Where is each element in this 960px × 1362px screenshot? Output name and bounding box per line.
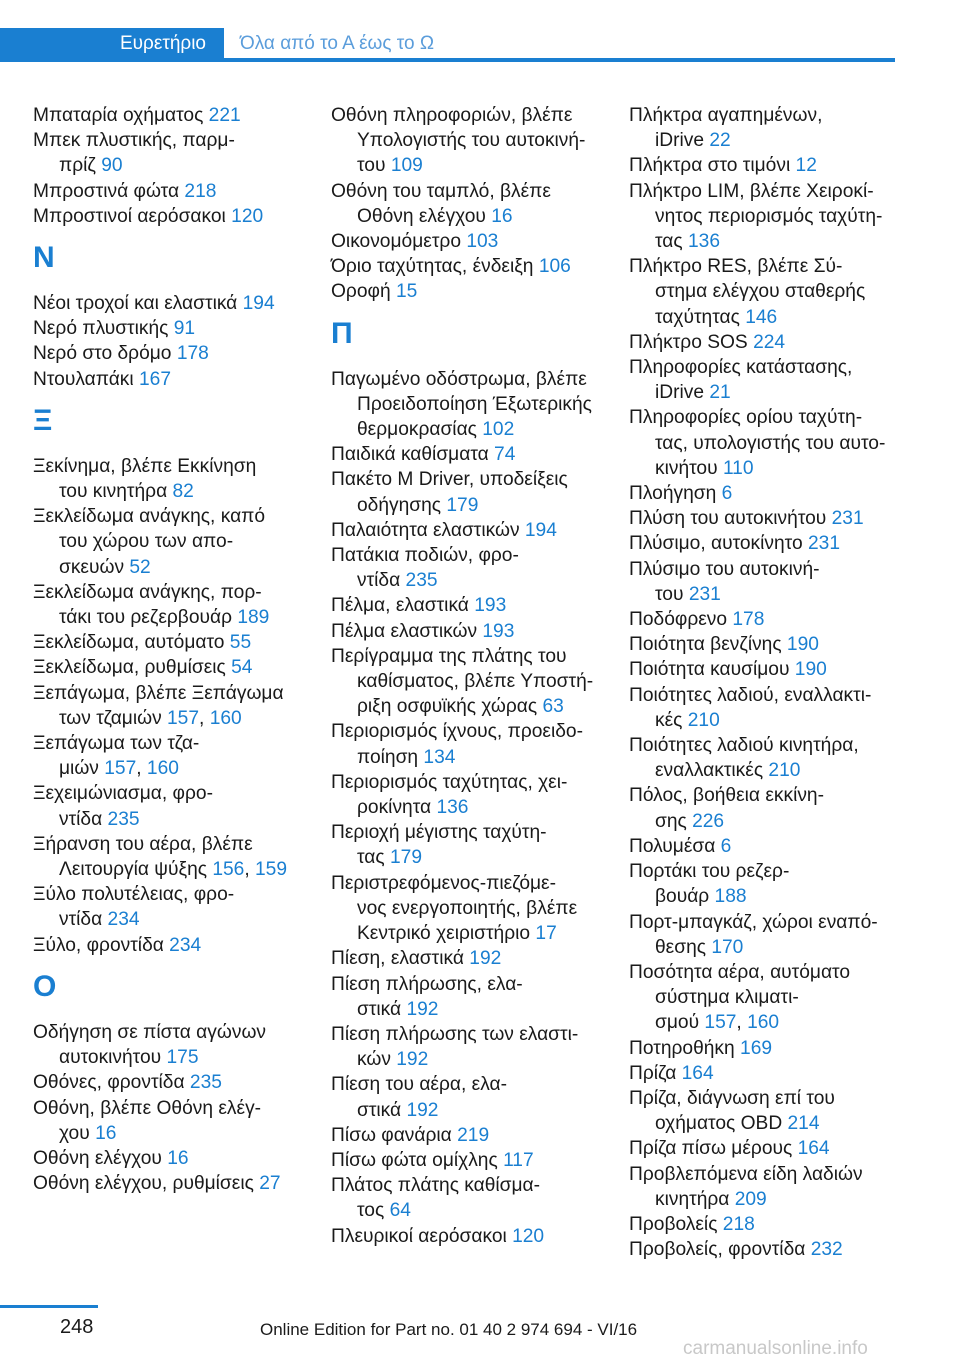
entry-text: Ξεκλείδωμα, αυτόματο: [33, 632, 230, 654]
page-link[interactable]: 192: [396, 1049, 429, 1071]
page-link[interactable]: 209: [734, 1188, 767, 1210]
entry-text: ποίηση: [357, 746, 424, 768]
page-link[interactable]: 63: [542, 696, 564, 718]
index-entry: [629, 254, 909, 330]
page-link[interactable]: 214: [787, 1113, 820, 1135]
page-link[interactable]: 218: [184, 180, 217, 202]
page-link[interactable]: 193: [474, 595, 507, 617]
page-link[interactable]: 170: [711, 936, 744, 958]
entry-text: Πλύσιμο, αυτοκίνητο: [629, 533, 808, 555]
page-link[interactable]: 194: [524, 519, 557, 541]
index-entry: [629, 910, 909, 960]
page-link[interactable]: 82: [172, 481, 194, 503]
entry-text: Προβολείς: [629, 1213, 723, 1235]
index-entry: [33, 630, 303, 655]
entry-text: Μπεκ πλυστικής, παρμ‐: [33, 130, 235, 152]
index-entry: [331, 644, 606, 720]
index-entry: [629, 834, 909, 859]
page-link[interactable]: 120: [231, 205, 264, 227]
index-entry: [629, 1136, 909, 1161]
page-link[interactable]: 16: [95, 1122, 117, 1144]
entry-text: Οικονομόμετρο: [331, 231, 467, 253]
index-entry: [629, 179, 909, 255]
page-link[interactable]: 157: [104, 758, 137, 780]
page-link[interactable]: 192: [406, 1099, 439, 1121]
entry-text: καθίσματος, βλέπε Υποστή‐: [357, 671, 594, 693]
entry-text: Ξεχειμώνιασμα, φρο‐: [33, 783, 213, 805]
entry-text: Ποδόφρενο: [629, 609, 733, 631]
entry-text: Περιορισμός ίχνους, προειδο‐: [331, 721, 583, 743]
entry-text: Πίεση πλήρωσης των ελαστι‐: [331, 1023, 579, 1045]
index-entry: [629, 153, 909, 178]
entry-text: Ξεκλείδωμα ανάγκης, καπό: [33, 506, 266, 528]
entry-text: χου: [59, 1122, 96, 1144]
entry-text: στικά: [357, 1099, 407, 1121]
index-entry: [629, 355, 909, 405]
entry-text: Όριο ταχύτητας, ένδειξη: [331, 256, 539, 278]
entry-text: Ξεκλείδωμα ανάγκης, πορ‐: [33, 581, 262, 603]
entry-text: Οθόνη ελέγχου, ρυθμίσεις: [33, 1173, 260, 1195]
entry-text: Οθόνη ελέγχου: [357, 205, 492, 227]
index-entry: [33, 781, 303, 831]
page-link[interactable]: 190: [786, 634, 819, 656]
index-letter-heading: Ν: [33, 241, 55, 275]
entry-text: Μπροστινοί αερόσακοι: [33, 205, 232, 227]
page-link[interactable]: 52: [129, 556, 151, 578]
index-entry: [629, 1086, 909, 1136]
page-link[interactable]: 210: [768, 760, 801, 782]
index-entry: [33, 341, 303, 366]
entry-text: Πέλμα ελαστικών: [331, 620, 483, 642]
index-entry: [629, 783, 909, 833]
entry-text: Προβολείς, φροντίδα: [629, 1239, 811, 1261]
index-entry: [331, 871, 606, 947]
index-entry: [331, 593, 606, 618]
index-entry: [33, 882, 303, 932]
entry-text: Πακέτο M Driver, υποδείξεις: [331, 469, 568, 491]
entry-text: του χώρου των απο‐: [59, 531, 234, 553]
entry-text: Παγωμένο οδόστρωμα, βλέπε: [331, 368, 587, 390]
entry-text: Οθόνη ελέγχου: [33, 1147, 168, 1169]
page-link[interactable]: 16: [491, 205, 513, 227]
index-entry: [33, 933, 303, 958]
index-entry: [33, 128, 303, 178]
entry-text: Υπολογιστής του αυτοκινή‐: [357, 130, 586, 152]
page-link[interactable]: 102: [482, 419, 515, 441]
page-link[interactable]: 74: [494, 444, 516, 466]
page-link[interactable]: 226: [692, 810, 725, 832]
entry-text: Πληροφορίες κατάστασης,: [629, 357, 853, 379]
entry-text: Οθόνη, βλέπε Οθόνη ελέγ‐: [33, 1097, 262, 1119]
entry-text: μιών: [59, 758, 105, 780]
page-link[interactable]: 91: [173, 318, 196, 340]
page-link[interactable]: 54: [231, 657, 253, 679]
index-column-2: [331, 103, 606, 1249]
entry-text: Ξεπάγωμα, βλέπε Ξεπάγωμα: [33, 682, 284, 704]
index-entry: [331, 1173, 606, 1223]
entry-text: Πίεση, ελαστικά: [331, 948, 470, 970]
page-link[interactable]: 160: [747, 1012, 780, 1034]
entry-text: Περιστρεφόμενος-πιεζόμε‐: [331, 872, 557, 894]
index-entry: [33, 367, 303, 392]
page-link[interactable]: 17: [535, 923, 557, 945]
page-link[interactable]: 134: [423, 746, 456, 768]
index-entry: [629, 531, 909, 556]
page-link[interactable]: 167: [138, 368, 171, 390]
page-link[interactable]: 6: [720, 835, 732, 857]
entry-text: Πατάκια ποδιών, φρο‐: [331, 545, 519, 567]
index-entry: [629, 1162, 909, 1212]
entry-text: στημα ελέγχου σταθερής: [655, 281, 866, 303]
page-link[interactable]: 160: [209, 707, 242, 729]
page-link[interactable]: 234: [107, 909, 140, 931]
page-link[interactable]: 194: [242, 293, 275, 315]
page-link[interactable]: 110: [722, 457, 754, 479]
index-entry: [629, 506, 909, 531]
entry-text: Οθόνη πληροφοριών, βλέπε: [331, 105, 573, 126]
entry-text: Περίγραμμα της πλάτης του: [331, 645, 567, 667]
index-entry: [331, 442, 606, 467]
entry-text: Πλήκτρο RES, βλέπε Σύ‐: [629, 256, 843, 278]
entry-text: Πορτ-μπαγκάζ, χώροι εναπό‐: [629, 911, 878, 933]
entry-text: κινήτου: [655, 457, 723, 479]
index-entry: [33, 1020, 303, 1070]
index-column-3: [629, 103, 909, 1262]
index-entry: [331, 467, 606, 517]
entry-text: Οδήγηση σε πίστα αγώνων: [33, 1021, 267, 1043]
entry-text: τας: [655, 231, 688, 253]
page-link[interactable]: 6: [721, 483, 733, 505]
entry-text: Ποιότητες λαδιού, εναλλακτι‐: [629, 684, 872, 706]
index-entry: [331, 229, 606, 254]
entry-text: Προβλεπόμενα είδη λαδιών: [629, 1163, 863, 1185]
page-link[interactable]: 231: [688, 583, 721, 605]
index-entry: [629, 557, 909, 607]
index-letter-heading: Π: [331, 316, 353, 350]
page-link[interactable]: 103: [466, 231, 499, 253]
entry-text: Ξήρανση του αέρα, βλέπε: [33, 833, 253, 855]
entry-text: Πλευρικοί αερόσακοι: [331, 1225, 513, 1247]
entry-text: Περιορισμός ταχύτητας, χει‐: [331, 771, 568, 793]
index-entry: [33, 454, 303, 504]
entry-text: των τζαμιών: [59, 707, 168, 729]
entry-text: iDrive: [655, 382, 710, 404]
entry-text: Πέλμα, ελαστικά: [331, 595, 475, 617]
entry-text: Οθόνη του ταμπλό, βλέπε: [331, 180, 551, 202]
index-entry: [331, 1224, 606, 1249]
entry-text: Πολυμέσα: [629, 835, 721, 857]
index-entry: [33, 580, 303, 630]
entry-text: κών: [357, 1049, 397, 1071]
index-entry: [331, 1123, 606, 1148]
index-entry: [33, 291, 303, 316]
page-link[interactable]: 15: [395, 281, 418, 303]
index-entry: [331, 1148, 606, 1173]
page-link[interactable]: 55: [229, 632, 252, 654]
index-entry: [629, 657, 909, 682]
page-link[interactable]: 120: [512, 1225, 545, 1247]
page-link[interactable]: 192: [406, 998, 439, 1020]
page-link[interactable]: 159: [255, 859, 288, 881]
index-letter-heading: Ξ: [33, 403, 53, 437]
index-entry: [33, 655, 303, 680]
footer-rule: [0, 1305, 98, 1308]
entry-text: νος ενεργοποιητής, βλέπε: [357, 897, 578, 919]
entry-text: Ξεκίνημα, βλέπε Εκκίνηση: [33, 455, 257, 477]
page-link[interactable]: 16: [167, 1147, 189, 1169]
page-link[interactable]: 189: [237, 607, 270, 629]
page-link[interactable]: 234: [169, 934, 202, 956]
page-link[interactable]: 190: [794, 659, 827, 681]
entry-text: Ντουλαπάκι: [33, 368, 139, 390]
entry-text: Ποτηροθήκη: [629, 1037, 741, 1059]
entry-text: Ποιότητα καυσίμου: [629, 659, 795, 681]
index-entry: Ποσότητα αέρα, αυτόματο σύστημα κλιματι‐ σμού 157, 160: [629, 961, 851, 1034]
page-link[interactable]: 169: [740, 1037, 773, 1059]
entry-text: αυτοκινήτου: [59, 1047, 167, 1069]
index-entry: [331, 1022, 606, 1072]
page-link[interactable]: 224: [753, 331, 786, 353]
watermark: carmanualsonline.info: [683, 1338, 868, 1359]
page-link[interactable]: 232: [810, 1239, 843, 1261]
index-entry: [331, 367, 606, 443]
index-entry: Ξήρανση του αέρα, βλέπε Λειτουργία ψύξης 156, 159: [33, 833, 288, 881]
entry-text: Πορτάκι του ρεζερ‐: [629, 861, 790, 883]
page-link[interactable]: 178: [176, 343, 209, 365]
entry-text: Πίσω φώτα ομίχλης: [331, 1149, 504, 1171]
page-link[interactable]: 193: [482, 620, 515, 642]
entry-text: Οροφή: [331, 281, 396, 303]
entry-text: του κινητήρα: [59, 481, 173, 503]
index-entry: [629, 1036, 909, 1061]
entry-text: νητος περιορισμός ταχύτη‐: [655, 205, 883, 227]
index-entry: [33, 1096, 303, 1146]
entry-text: κές: [655, 709, 688, 731]
index-entry: [33, 179, 303, 204]
entry-text: Πλήκτρο LIM, βλέπε Χειροκί‐: [629, 180, 874, 202]
index-entry: [331, 518, 606, 543]
page-link[interactable]: 164: [797, 1138, 830, 1160]
index-entry: [331, 279, 606, 304]
entry-text: οχήματος OBD: [655, 1113, 788, 1135]
section-tab[interactable]: Ευρετήριο: [0, 28, 224, 60]
index-letter-heading: Ο: [33, 969, 57, 1003]
entry-text: οδήγησης: [357, 494, 447, 516]
entry-text: Περιοχή μέγιστης ταχύτη‐: [331, 822, 547, 844]
entry-text: Πρίζα: [629, 1062, 682, 1084]
page-link[interactable]: 117: [503, 1149, 534, 1171]
index-entry: [331, 770, 606, 820]
page-link[interactable]: 22: [709, 130, 731, 152]
entry-text: Λειτουργία ψύξης: [59, 859, 213, 881]
entry-text: τας, υπολογιστής του αυτο‐: [655, 432, 886, 454]
page-link[interactable]: 210: [687, 709, 720, 731]
index-column-1: [33, 103, 303, 1196]
entry-text: πρίζ: [59, 155, 102, 177]
index-entry: [331, 946, 606, 971]
index-entry: [629, 1061, 909, 1086]
index-entry: [33, 1070, 303, 1095]
page-link[interactable]: 178: [732, 609, 765, 631]
index-entry: [33, 316, 303, 341]
entry-text: του: [655, 583, 689, 605]
index-entry: [629, 103, 909, 153]
entry-text: Πρίζα, διάγνωση επί του: [629, 1087, 835, 1109]
entry-text: Πρίζα πίσω μέρους: [629, 1138, 798, 1160]
page-link[interactable]: 157: [167, 707, 200, 729]
page-header: [0, 28, 895, 62]
page-link[interactable]: 136: [687, 231, 720, 253]
entry-text: του: [357, 155, 391, 177]
page-link[interactable]: 109: [390, 155, 423, 177]
page-link[interactable]: 218: [722, 1213, 755, 1235]
entry-text: Ξύλο, φροντίδα: [33, 934, 170, 956]
entry-text: Νέοι τροχοί και ελαστικά: [33, 293, 243, 315]
breadcrumb[interactable]: Όλα από το Α έως το Ω: [240, 33, 435, 54]
index-entry: [33, 103, 303, 128]
page-link[interactable]: 192: [469, 948, 502, 970]
entry-text: Πλοήγηση: [629, 483, 722, 505]
index-entry: [331, 619, 606, 644]
page-link[interactable]: 156: [212, 859, 245, 881]
entry-text: Ποιότητα βενζίνης: [629, 634, 787, 656]
index-entry: [331, 820, 606, 870]
page-number: 248: [60, 1316, 94, 1338]
index-entry: [33, 1171, 303, 1196]
page-link[interactable]: 157: [704, 1012, 737, 1034]
index-entry: [331, 254, 606, 279]
entry-text: Παιδικά καθίσματα: [331, 444, 495, 466]
entry-text: θερμοκρασίας: [357, 419, 483, 441]
page-link[interactable]: 160: [146, 758, 179, 780]
entry-text: σμού: [655, 1012, 705, 1034]
index-entry: [629, 481, 909, 506]
entry-text: ριξη οσφυϊκής χώρας: [357, 696, 543, 718]
index-entry: [331, 543, 606, 593]
page-link[interactable]: 221: [208, 105, 241, 126]
index-entry: [331, 972, 606, 1022]
entry-text: σης: [655, 810, 693, 832]
page-link[interactable]: 90: [101, 155, 123, 177]
entry-text: Πόλος, βοήθεια εκκίνη‐: [629, 785, 824, 807]
entry-text: Πλύση του αυτοκινήτου: [629, 508, 832, 530]
page-link[interactable]: 188: [714, 886, 747, 908]
index-entry: Ξεπάγωμα των τζα‐ μιών 157, 160: [33, 733, 200, 780]
entry-text: Νερό πλυστικής: [33, 318, 174, 340]
index-entry: [629, 733, 909, 783]
page-link[interactable]: 179: [389, 847, 422, 869]
index-entry: [629, 405, 909, 481]
page-link[interactable]: 164: [681, 1062, 714, 1084]
page-link[interactable]: 231: [831, 508, 864, 530]
page-link[interactable]: 235: [107, 808, 140, 830]
entry-text: ντίδα: [357, 570, 406, 592]
header-rule: [0, 58, 895, 62]
page-link[interactable]: 64: [389, 1200, 411, 1222]
entry-text: ντίδα: [59, 808, 108, 830]
page-link[interactable]: 136: [436, 797, 469, 819]
page-link[interactable]: 21: [709, 382, 731, 404]
page-link[interactable]: 12: [795, 155, 817, 177]
edition-note: Online Edition for Part no. 01 40 2 974 694 - VI/16: [260, 1320, 638, 1339]
entry-text: Πλήκτρο SOS: [629, 331, 754, 353]
entry-text: θεσης: [655, 936, 712, 958]
index-entry: [33, 504, 303, 580]
index-entry: [331, 1072, 606, 1122]
index-entry: [331, 719, 606, 769]
entry-text: τος: [357, 1200, 390, 1222]
entry-text: Νερό στο δρόμο: [33, 343, 177, 365]
index-entry: [629, 859, 909, 909]
index-entry: Ξεπάγωμα, βλέπε Ξεπάγωμα των τζαμιών 157, 160: [33, 682, 284, 729]
entry-text: Ξύλο πολυτέλειας, φρο‐: [33, 884, 235, 906]
index-entry: [331, 103, 606, 179]
entry-text: στικά: [357, 998, 407, 1020]
page-link[interactable]: 235: [189, 1072, 222, 1094]
page-link[interactable]: 27: [259, 1173, 281, 1195]
index-entry: [33, 1146, 303, 1171]
entry-text: ταχύτητας: [655, 306, 746, 328]
entry-text: ροκίνητα: [357, 797, 437, 819]
entry-text: Προειδοποίηση Έξωτερικής: [357, 393, 592, 415]
page-link[interactable]: 179: [446, 494, 479, 516]
page-link[interactable]: 175: [166, 1047, 199, 1069]
index-entry: [629, 683, 909, 733]
entry-text: Πίσω φανάρια: [331, 1124, 458, 1146]
entry-text: σκευών: [59, 556, 130, 578]
entry-text: Μπαταρία οχήματος: [33, 105, 209, 126]
page-link[interactable]: 219: [457, 1124, 490, 1146]
entry-text: σύστημα κλιματι‐: [655, 987, 799, 1009]
index-entry: [331, 179, 606, 229]
entry-text: Ξεπάγωμα των τζα‐: [33, 733, 200, 755]
page-link[interactable]: 106: [538, 256, 571, 278]
entry-text: Πίεση πλήρωσης, ελα‐: [331, 973, 523, 995]
index-entry: [629, 632, 909, 657]
entry-text: ντίδα: [59, 909, 108, 931]
entry-text: Πλύσιμο του αυτοκινή‐: [629, 558, 820, 580]
entry-text: Πίεση του αέρα, ελα‐: [331, 1074, 507, 1096]
index-entry: [629, 1212, 909, 1237]
entry-text: Ξεκλείδωμα, ρυθμίσεις: [33, 657, 232, 679]
entry-text: Ποσότητα αέρα, αυτόματο: [629, 961, 851, 983]
entry-text: Παλαιότητα ελαστικών: [331, 519, 525, 541]
page-link[interactable]: 231: [807, 533, 840, 555]
page-link[interactable]: 146: [745, 306, 778, 328]
index-entry: [629, 330, 909, 355]
page-link[interactable]: 235: [405, 570, 438, 592]
index-entry: [629, 1237, 909, 1262]
entry-text: βουάρ: [655, 886, 715, 908]
entry-text: τάκι του ρεζερβουάρ: [59, 607, 238, 629]
entry-text: Πλήκτρα αγαπημένων,: [629, 105, 823, 126]
entry-text: Πληροφορίες ορίου ταχύτη‐: [629, 407, 863, 429]
entry-text: Πλάτος πλάτης καθίσμα‐: [331, 1175, 541, 1197]
entry-text: κινητήρα: [655, 1188, 735, 1210]
entry-text: εναλλακτικές: [655, 760, 769, 782]
entry-text: Μπροστινά φώτα: [33, 180, 185, 202]
entry-text: Οθόνες, φροντίδα: [33, 1072, 190, 1094]
entry-text: τας: [357, 847, 390, 869]
index-entry: [629, 607, 909, 632]
entry-text: Ποιότητες λαδιού κινητήρα,: [629, 735, 859, 757]
entry-text: iDrive: [655, 130, 710, 152]
entry-text: Πλήκτρα στο τιμόνι: [629, 155, 796, 177]
entry-text: Κεντρικό χειριστήριο: [357, 923, 536, 945]
index-entry: [33, 204, 303, 229]
